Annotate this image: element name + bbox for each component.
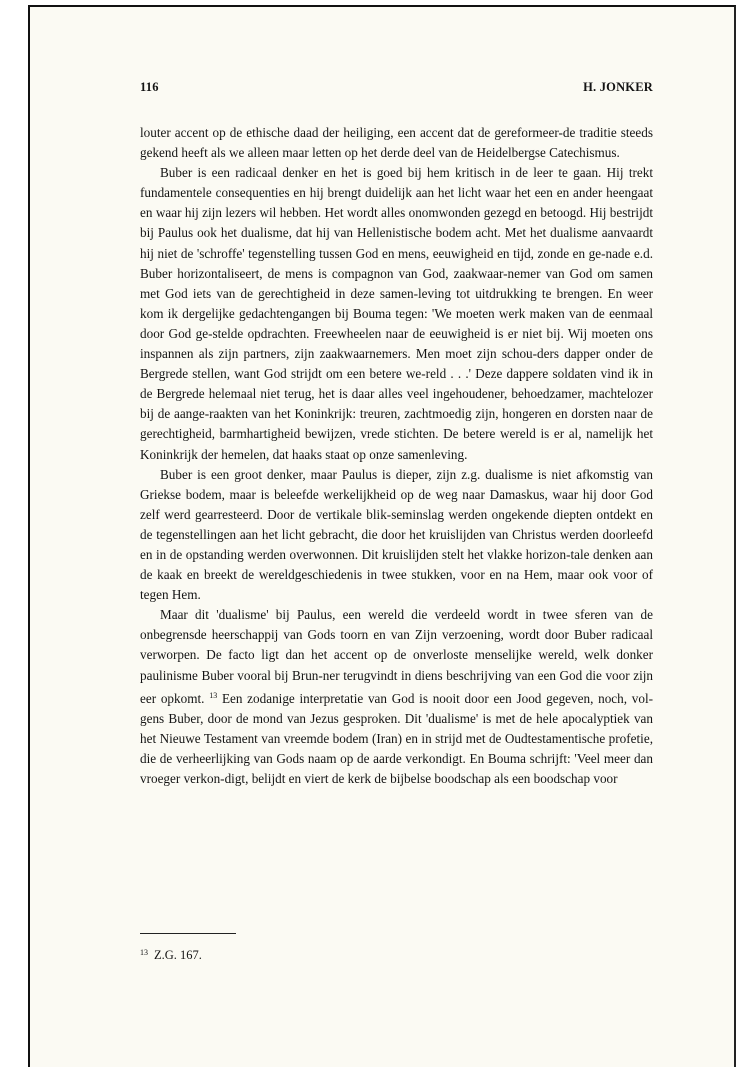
footnote-text: Z.G. 167. <box>154 948 202 962</box>
footnote-number: 13 <box>140 948 148 957</box>
running-title: H. JONKER <box>583 80 653 94</box>
paragraph-1: louter accent op de ethische daad der heiliging, een accent dat de gereformeer-de traditie steeds gekend heeft als we alleen maar letten op het derde deel van de Heidelbergse Catechismus. <box>140 125 653 161</box>
page-number: 116 <box>140 80 159 94</box>
paragraph-4-continued: Een zodanige interpretatie van God is nooit door een Jood gegeven, noch, vol-gens Buber, door de mond van Jezus gesproken. Dit 'dualisme' is met de hele apocalyptiek van het Nieuwe Testament van vreemde bodem (Iran) en in strijd met de Oudtestamentische profetie, die de verheerlijking van Gods naam op de aarde verkondigt. En Bouma schrijft: 'Veel meer dan vroeger verkon-digt, belijdt en viert de kerk de bijbelse boodschap als een boodschap voor <box>140 690 654 786</box>
paragraph-4-text: Maar dit 'dualisme' bij Paulus, een wereld die verdeeld wordt in twee sferen van de onbegrensde heerschappij van Gods toorn en van Zijn verzoening, wordt door Buber radicaal verworpen. De facto ligt dan het accent op de onverloste menselijke wereld, welk donker paulinisme Buber vooral bij Brun-ner terugvindt in diens beschrijving van een God die voor zijn eer opkomt. <box>140 607 653 706</box>
paragraph-3: Buber is een groot denker, maar Paulus is dieper, zijn z.g. dualisme is niet afkomstig van Griekse bodem, maar is beleefde werkelijkheid op de weg naar Damaskus, waar hij door God zelf werd gearresteerd. Door de vertikale blik-seminslag werden ongekende diepten ontdekt en de tegenstellingen aan het licht gebracht, die door het kruislijden van Christus werden doorleefd en in de opstanding werden overwonnen. Dit kruislijden stelt het vlakke horizon-tale denken aan de kaak en breekt de wereldgeschiedenis in twee stukken, voor en na Hem, maar ook voor of tegen Hem. <box>140 466 653 603</box>
paragraph-2: Buber is een radicaal denker en het is goed bij hem kritisch in de leer te gaan. Hij trekt fundamentele consequenties en hij brengt duidelijk aan het licht waar het een en ander heengaat en waar hij zijn lezers wil hebben. Het wordt alles onomwonden gezegd en betoogd. Hij bestrijdt bij Paulus ook het dualisme, dat hij van Hellenistische bodem acht. Met het dualisme aanvaardt hij niet de 'schroffe' tegenstelling tussen God en mens, eeuwigheid en tijd, zonde en ge-nade e.d. Buber horizontaliseert, de mens is compagnon van God, zaakwaar-nemer van God om samen met God iets van de gerechtigheid in deze samen-leving tot uitdrukking te brengen. En weer kom ik dergelijke gedachtengangen bij Bouma tegen: 'We moeten werk maken van de eenmaal door God ge-stelde opdrachten. Freewheelen naar de eeuwigheid is er niet bij. Wij moeten ons inspannen als zijn partners, zijn zaakwaarnemers. Men moet zijn schou-ders dapper onder de Bergrede stellen, want God strijdt om een betere we-reld . . .' Deze dappere soldaten vind ik in de Bergrede helemaal niet terug, het is daar alles veel ingehoudener, behoedzamer, machtelozer bij de aange-raakten van het Koninkrijk: treuren, zachtmoedig zijn, hongeren en dorsten naar de gerechtigheid, barmhartigheid bewijzen, vrede stichten. De betere wereld is er al, namelijk het Koninkrijk der hemelen, dat haaks staat op onze samenleving. <box>140 165 653 462</box>
footnote <box>140 948 440 963</box>
running-header <box>140 80 653 95</box>
footnote-rule <box>140 933 236 934</box>
paragraph-4 <box>140 605 653 789</box>
footnote-reference: 13 <box>209 690 218 700</box>
page-body <box>140 80 653 789</box>
